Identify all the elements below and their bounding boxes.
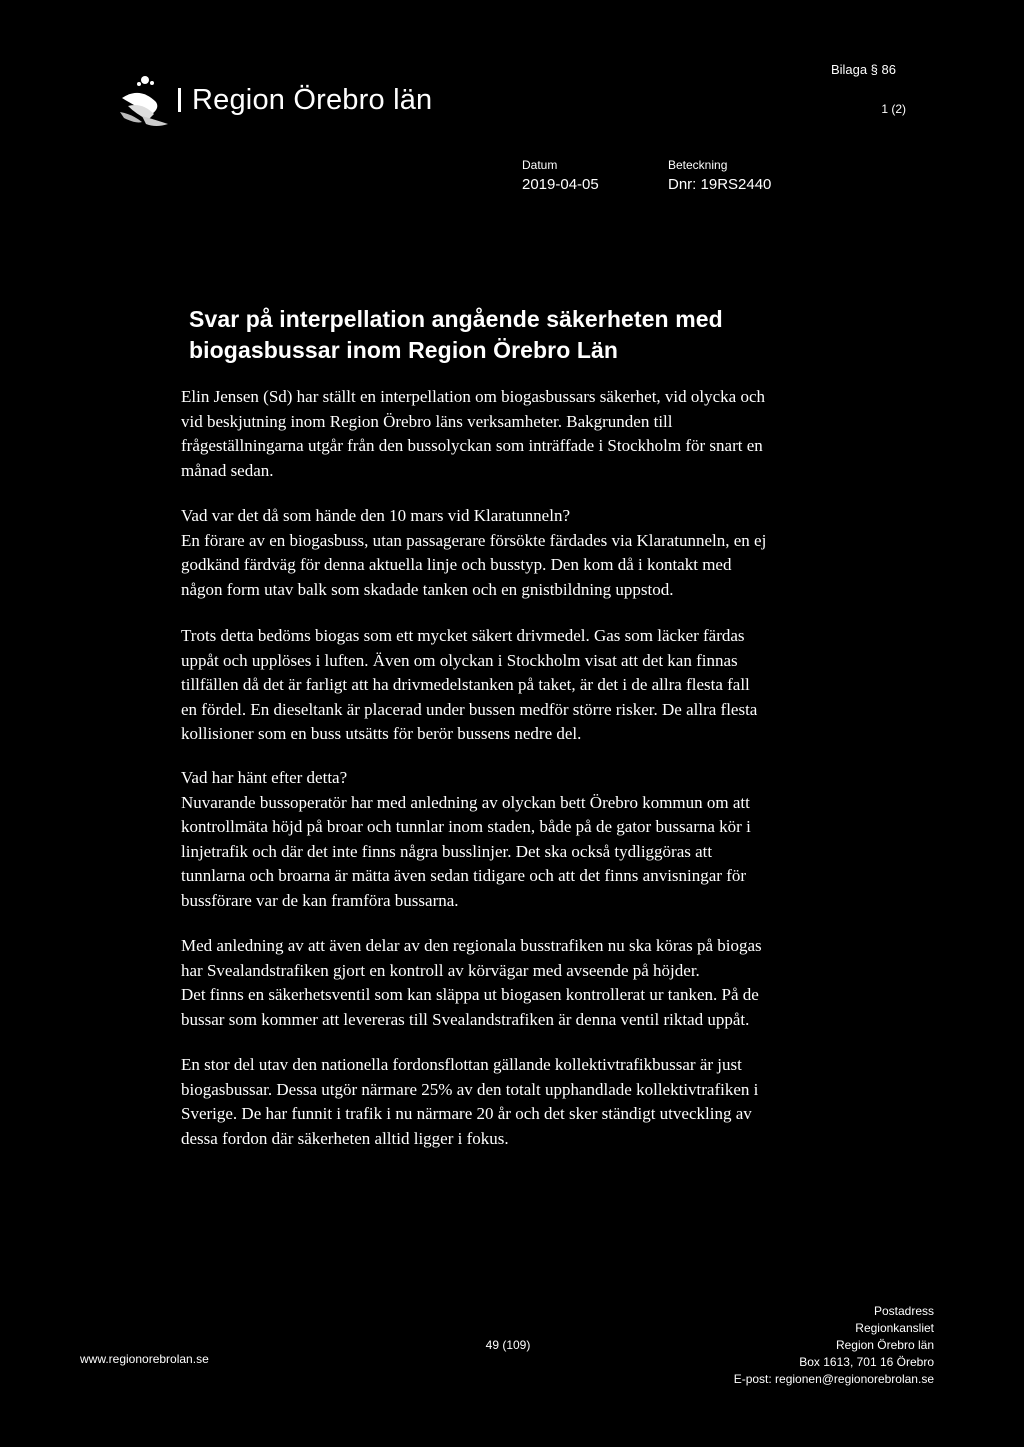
text-line: Nuvarande bussoperatör har med anledning av olyckan bett Örebro kommun om att xyxy=(181,792,750,812)
text-line: månad sedan. xyxy=(181,460,274,480)
reference-label: Beteckning xyxy=(668,158,728,172)
text-line: godkänd färdväg för denna aktuella linje och busstyp. Den kom då i kontakt med xyxy=(181,555,732,574)
question-heading: Vad var det då som hände den 10 mars vid Klaratunneln? xyxy=(181,506,570,525)
address-line: Box 1613, 701 16 Örebro xyxy=(799,1355,934,1369)
intro-paragraph xyxy=(181,385,821,483)
text-line: kollisioner som en buss utsätts för berör bussens nedre del. xyxy=(181,724,582,743)
email-address[interactable]: E-post: regionen@regionorebrolan.se xyxy=(733,1372,934,1386)
text-line: bussar som kommer att levereras till Svealandstrafiken är denna ventil riktad uppåt. xyxy=(181,1009,750,1029)
text-line: dessa fordon där säkerheten alltid ligger i fokus. xyxy=(181,1128,509,1148)
page-number: 1 (2) xyxy=(881,102,906,116)
date-value: 2019-04-05 xyxy=(522,176,599,193)
text-line: linjetrafik och där det inte finns några busslinjer. Det ska också tydliggöras att xyxy=(181,841,713,861)
text-line: Elin Jensen (Sd) har ställt en interpellation om biogasbussars säkerhet, vid olycka och xyxy=(181,387,766,406)
title-line: Svar på interpellation angående säkerheten med xyxy=(189,306,723,332)
text-line: Det finns en säkerhetsventil som kan släppa ut biogasen kontrollerat ur tanken. På de xyxy=(181,985,759,1004)
question-2-section xyxy=(181,766,821,913)
document-page-count: 49 (109) xyxy=(485,1338,531,1352)
page-title xyxy=(189,304,829,366)
text-line: En stor del utav den nationella fordonsflottan gällande kollektivtrafikbussar är just xyxy=(181,1055,742,1074)
text-line: bussförare var de kan framföra bussarna. xyxy=(181,890,459,910)
question-heading: Vad har hänt efter detta? xyxy=(181,768,348,787)
date-label: Datum xyxy=(522,158,558,172)
text-line: tunnlarna och broarna är mätta även sedan tidigare och att det finns anvisningar för xyxy=(181,866,747,885)
question-1-section xyxy=(181,504,821,602)
biogas-safety-paragraph xyxy=(181,624,821,747)
text-line: någon form utav balk som skadade tanken och en gnistbildning uppstod. xyxy=(181,579,674,599)
reference-value: Dnr: 19RS2440 xyxy=(668,176,772,193)
text-line: Med anledning av att även delar av den regionala busstrafiken nu ska köras på biogas xyxy=(181,936,762,955)
organization-name: Region Örebro län xyxy=(192,84,433,116)
address-line: Regionkansliet xyxy=(855,1321,934,1335)
text-line: uppåt och upplöses i luften. Även om olyckan i Stockholm visat att det kan finnas xyxy=(181,650,738,670)
text-line: vid beskjutning inom Region Örebro läns verksamheter. Bakgrunden till xyxy=(181,411,673,431)
text-line: frågeställningarna utgår från den bussolyckan som inträffade i Stockholm för snart en xyxy=(181,436,763,455)
region-logo-icon xyxy=(112,68,186,130)
text-line: en fördel. En dieseltank är placerad under bussen medför större risker. De allra flesta xyxy=(181,699,758,719)
text-line: kontrollmäta höjd på broar och tunnlar inom staden, både på de gator bussarna kör i xyxy=(181,817,751,836)
address-line: Region Örebro län xyxy=(835,1338,934,1352)
fleet-paragraph xyxy=(181,1053,821,1151)
website-link[interactable]: www.regionorebrolan.se xyxy=(80,1352,209,1366)
address-heading: Postadress xyxy=(873,1304,934,1318)
text-line: Trots detta bedöms biogas som ett mycket säkert drivmedel. Gas som läcker färdas xyxy=(181,626,745,645)
attachment-label: Bilaga § 86 xyxy=(830,62,896,77)
text-line: En förare av en biogasbuss, utan passagerare försökte färdades via Klaratunneln, en ej xyxy=(181,530,767,550)
postal-address xyxy=(640,1303,934,1388)
text-line: Sverige. De har funnit i trafik i nu närmare 20 år och det sker ständigt utveckling av xyxy=(181,1104,752,1123)
text-line: biogasbussar. Dessa utgör närmare 25% av den totalt upphandlade kollektivtrafiken i xyxy=(181,1079,759,1099)
title-line: biogasbussar inom Region Örebro Län xyxy=(189,337,619,363)
regional-traffic-paragraph xyxy=(181,934,821,1032)
text-line: tillfällen då det är farligt att ha drivmedelstanken på taket, är det i de allra flesta fall xyxy=(181,675,750,694)
text-line: har Svealandstrafiken gjort en kontroll av körvägar med avseende på höjder. xyxy=(181,960,700,980)
